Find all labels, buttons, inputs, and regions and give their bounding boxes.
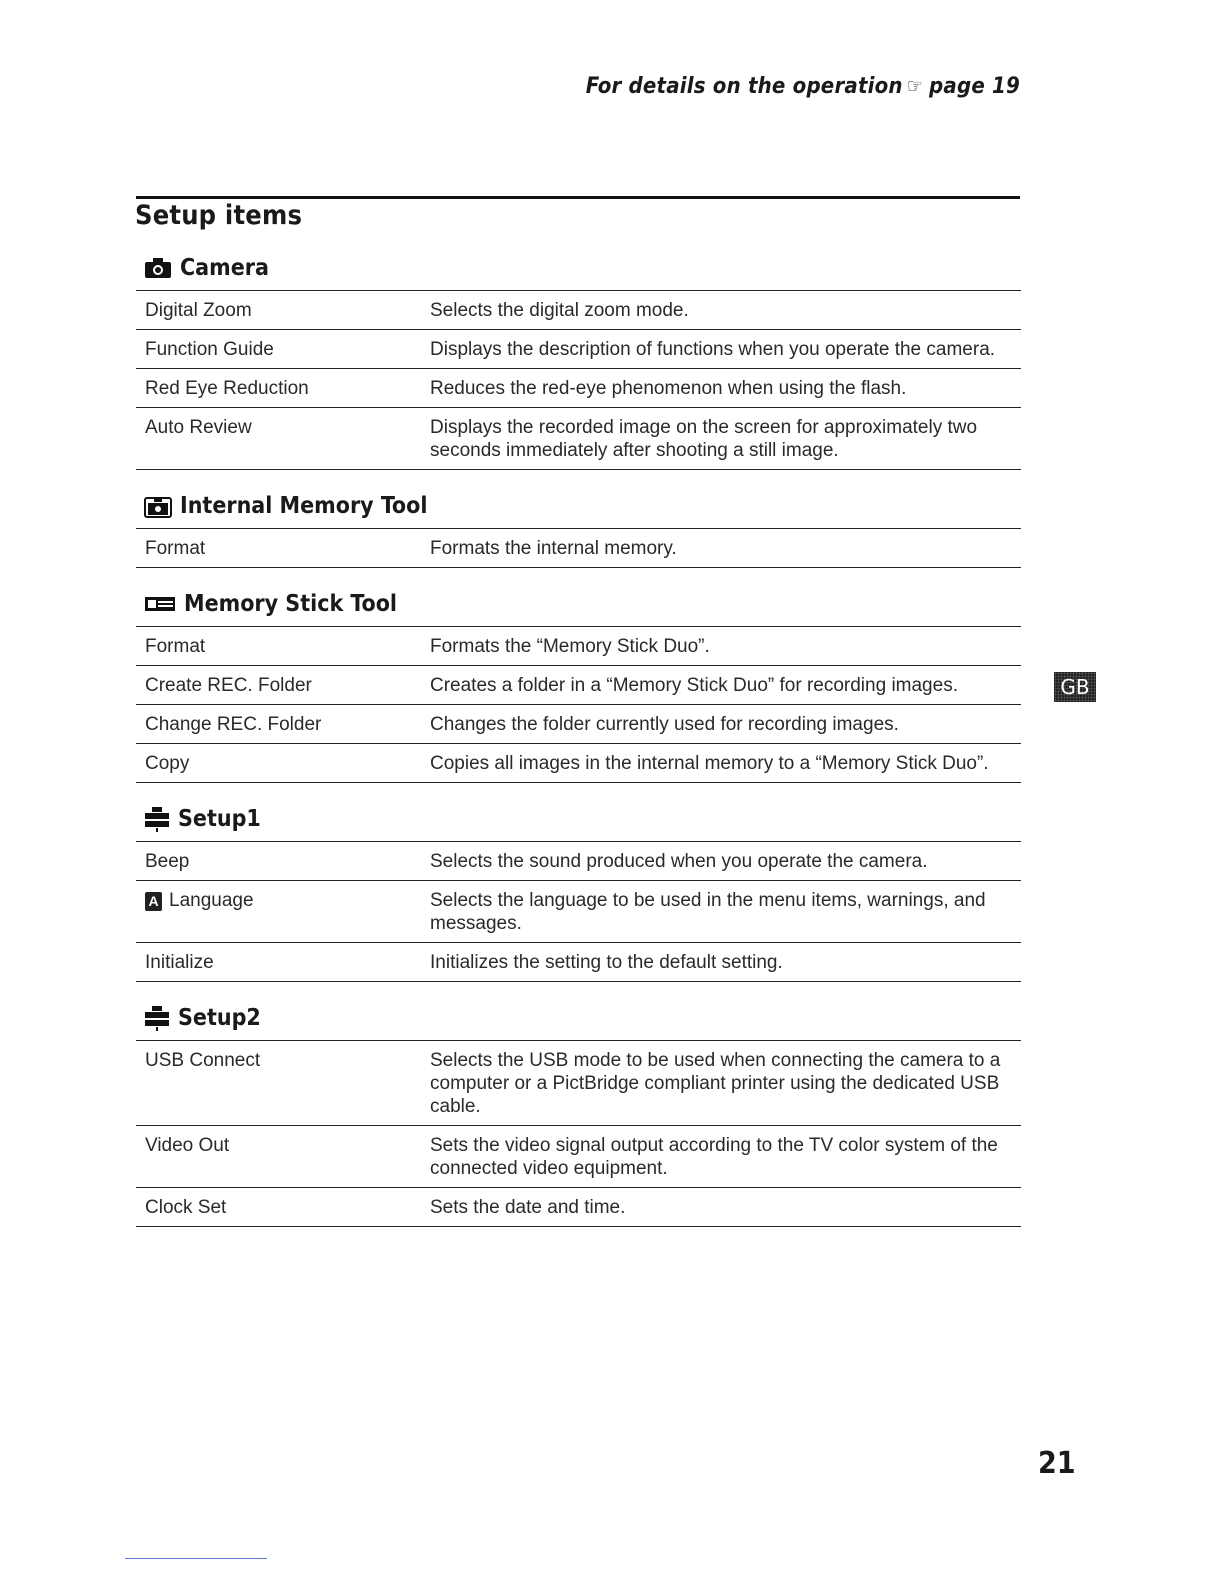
page-reference-page: page 19 <box>929 74 1020 99</box>
section-setup2 <box>136 996 1021 1227</box>
section-header <box>136 582 1021 626</box>
item-description: Sets the video signal output according to the TV color system of the connected video equipment. <box>430 1135 998 1179</box>
item-description: Formats the internal memory. <box>430 538 677 559</box>
memory-stick-icon <box>144 594 176 614</box>
footer-rule <box>125 1558 267 1559</box>
internal-memory-icon <box>144 494 172 518</box>
item-description: Selects the digital zoom mode. <box>430 300 689 321</box>
section-title: Internal Memory Tool <box>180 493 428 519</box>
item-description: Selects the sound produced when you operate the camera. <box>430 851 928 872</box>
item-description: Creates a folder in a “Memory Stick Duo” for recording images. <box>430 675 958 696</box>
pointing-hand-icon: ☞ <box>906 74 924 98</box>
page-title: Setup items <box>135 200 303 231</box>
item-name: Create REC. Folder <box>145 675 312 696</box>
item-name: Change REC. Folder <box>145 714 322 735</box>
table-row <box>136 369 1021 408</box>
table-row <box>136 291 1021 330</box>
section-header <box>136 484 1021 528</box>
top-rule <box>136 196 1020 199</box>
section-title: Memory Stick Tool <box>184 591 397 617</box>
item-description: Sets the date and time. <box>430 1197 626 1218</box>
item-name: Video Out <box>145 1135 230 1156</box>
item-name: Initialize <box>145 952 214 973</box>
table-row <box>136 1188 1021 1227</box>
item-description: Changes the folder currently used for recording images. <box>430 714 899 735</box>
item-name <box>136 889 430 935</box>
section-title: Setup2 <box>178 1005 261 1031</box>
item-description: Copies all images in the internal memory to a “Memory Stick Duo”. <box>430 753 989 774</box>
item-description: Selects the USB mode to be used when connecting the camera to a computer or a PictBridge compliant printer using the dedicated USB cable. <box>430 1050 1001 1117</box>
item-name: Red Eye Reduction <box>145 378 309 399</box>
table-row <box>136 627 1021 666</box>
camera-icon <box>144 257 172 279</box>
table-row <box>136 529 1021 568</box>
section-camera <box>136 246 1021 470</box>
section-header <box>136 996 1021 1040</box>
item-name: Auto Review <box>145 417 252 438</box>
section-title: Camera <box>180 255 269 281</box>
section-memory-stick-tool <box>136 582 1021 783</box>
item-description: Formats the “Memory Stick Duo”. <box>430 636 710 657</box>
item-description: Selects the language to be used in the menu items, warnings, and messages. <box>430 890 986 934</box>
section-title: Setup1 <box>178 806 261 832</box>
table-row <box>136 330 1021 369</box>
table-row <box>136 1126 1021 1188</box>
item-name: Function Guide <box>145 339 274 360</box>
language-icon: A <box>145 892 162 911</box>
table-row <box>136 666 1021 705</box>
section-setup1 <box>136 797 1021 982</box>
item-description: Displays the description of functions when you operate the camera. <box>430 339 996 360</box>
item-name: Beep <box>145 851 190 872</box>
table-row <box>136 705 1021 744</box>
item-name-text: Language <box>169 890 254 911</box>
language-tab-gb: GB <box>1054 672 1096 702</box>
item-name: Format <box>145 538 206 559</box>
item-description: Reduces the red-eye phenomenon when using the flash. <box>430 378 907 399</box>
table-row <box>136 408 1021 470</box>
item-description: Initializes the setting to the default setting. <box>430 952 783 973</box>
setup-toolbox-icon <box>144 806 170 832</box>
section-header <box>136 797 1021 841</box>
page-reference <box>586 74 1020 99</box>
table-row <box>136 881 1021 943</box>
page-reference-text: For details on the operation <box>585 74 903 99</box>
table-row <box>136 842 1021 881</box>
table-row <box>136 943 1021 982</box>
item-name: Clock Set <box>145 1197 227 1218</box>
setup-toolbox-icon <box>144 1005 170 1031</box>
item-name: Digital Zoom <box>145 300 252 321</box>
section-header <box>136 246 1021 290</box>
item-name: Copy <box>145 753 190 774</box>
page-number: 21 <box>1038 1446 1076 1481</box>
table-row <box>136 1041 1021 1126</box>
setup-items-content <box>136 246 1021 1227</box>
section-internal-memory-tool <box>136 484 1021 568</box>
item-description: Displays the recorded image on the screen for approximately two seconds immediately after shooting a still image. <box>430 417 978 461</box>
item-name: Format <box>145 636 206 657</box>
item-name: USB Connect <box>145 1050 261 1071</box>
table-row <box>136 744 1021 783</box>
